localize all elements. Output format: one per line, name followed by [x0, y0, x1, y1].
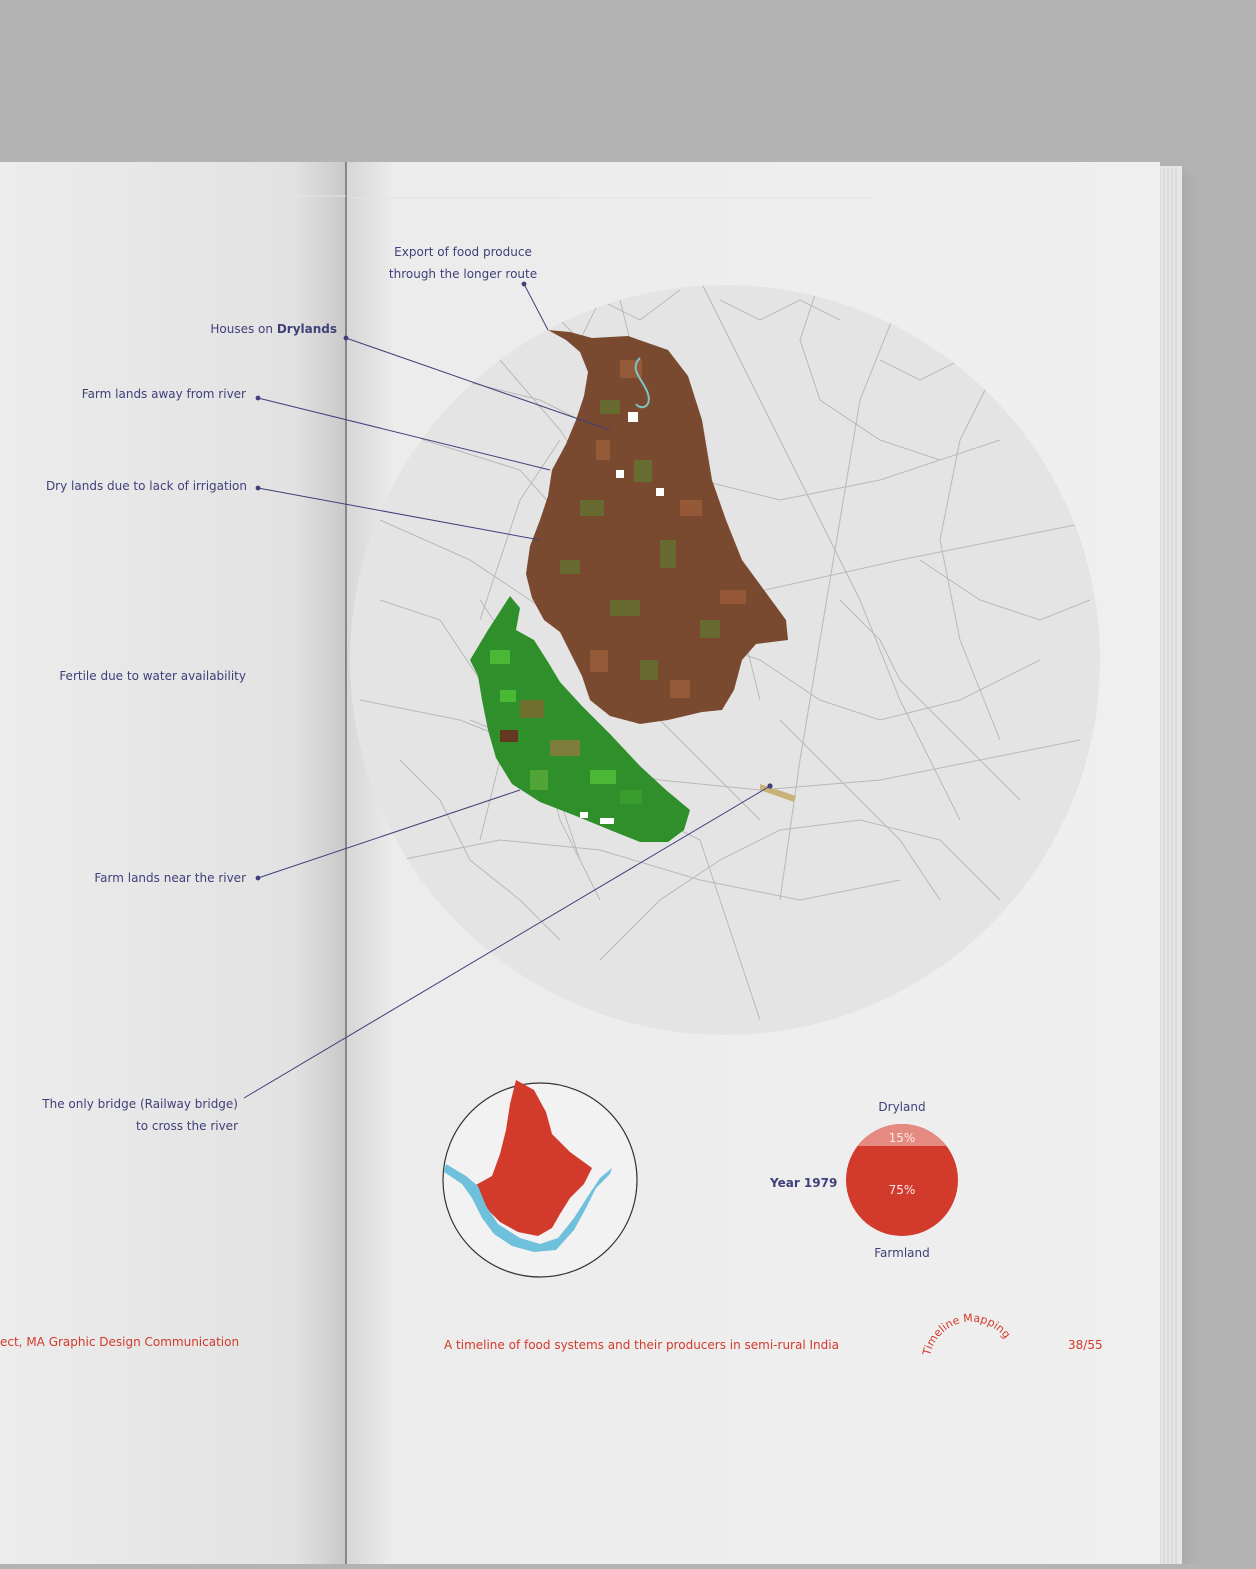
label-farm-away: Farm lands away from river: [81, 387, 246, 401]
pie-bottom-label: Farmland: [874, 1246, 930, 1260]
label-dry-lands: Dry lands due to lack of irrigation: [45, 479, 247, 493]
timeline-arc-title: Timeline Mapping: [920, 1311, 1014, 1357]
label-houses-drylands: Houses on Drylands: [210, 322, 337, 336]
pie-top-label: Dryland: [878, 1100, 926, 1114]
label-farm-near: Farm lands near the river: [94, 871, 246, 885]
label-bridge: The only bridge (Railway bridge) to cross the river: [42, 1097, 238, 1133]
left-page: [0, 162, 346, 1564]
label-export-route: Export of food produce through the longer route: [388, 245, 538, 281]
label-fertile: Fertile due to water availability: [59, 669, 246, 683]
page-number: 38/55: [1068, 1338, 1103, 1352]
footer-left: ect, MA Graphic Design Communication: [0, 1335, 240, 1349]
pie-year-label: Year 1979: [770, 1176, 838, 1190]
pie-dryland-value: 15%: [888, 1131, 916, 1145]
pie-farmland-value: 75%: [888, 1183, 916, 1197]
footer-center: A timeline of food systems and their producers in semi-rural India: [444, 1338, 839, 1352]
